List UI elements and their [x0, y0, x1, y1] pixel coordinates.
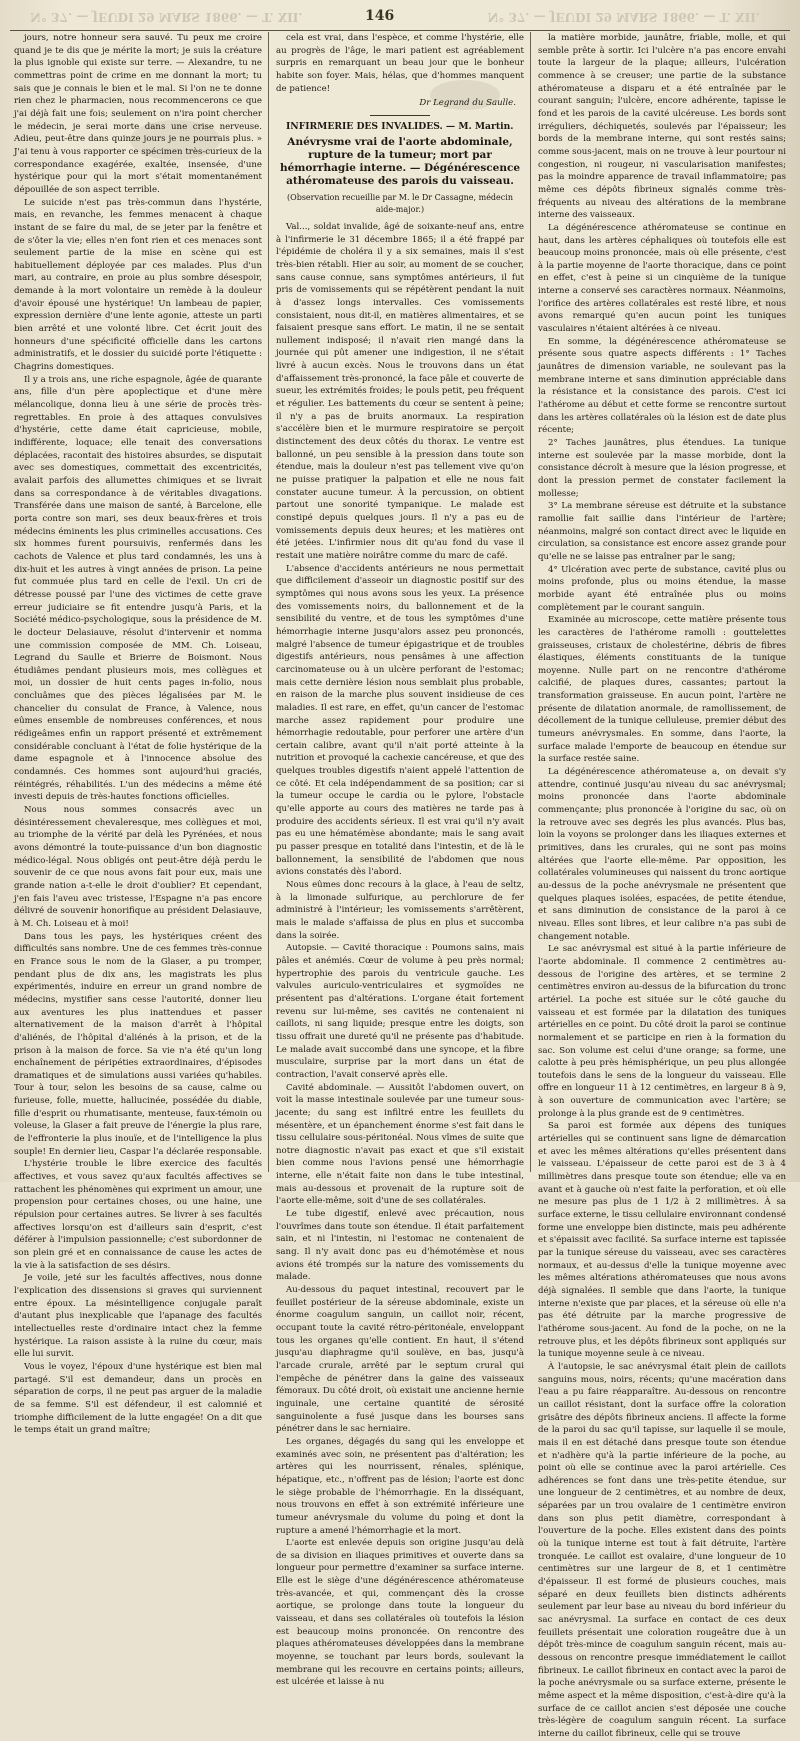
column-1 — [14, 32, 262, 1436]
paragraph: La dégénérescence athéromateuse a, on devait s'y attendre, continué jusqu'au niveau du sac anévrysmal; moins prononcée dans l'aorte abdominale commençante; plus prononcée à l'origine du sac, où on la retrouve avec ses degrés les plus avancés. Plus bas, loin la voyons se prolonger dans les iliaques externes et primitives, dans les crurales, qui ne sont pas moins altérées que l'aorte elle-même. Par opposition, les collatérales volumineuses qui naissent du tronc aortique au-dessus de la poche anévrysmale ne présentent que quelques plaques isolées, espacées, de petite étendue, et sans diminution de consistance de la paroi à ce niveau. Elles sont libres, et leur calibre n'a pas subi de changement notable. — [538, 767, 786, 942]
paragraph: Le sac anévrysmal est situé à la partie inférieure de l'aorte abdominale. Il commence 2 centimètres au-dessous de l'origine des artères, et se termine 2 centimètres environ au-dessus de la bifurcation du tronc artériel. La poche est située sur le côté gauche du vaisseau et est formée par la dilatation des tuniques artérielles en ce point. Du côté droit la paroi se continue normalement et se participe en rien à la formation du sac. Son volume est celui d'une orange; sa forme, une calotte à peu près hémisphérique, un peu plus allongée toutefois dans le sens de la longueur du vaisseau. Elle offre en longueur 11 à 12 centimètres, en largeur 8 à 9, à son ouverture de communication avec l'artère; se prolonge à la plus grande est de 9 centimètres. — [538, 944, 786, 1119]
page-header — [10, 8, 790, 31]
column-3 — [538, 32, 786, 1739]
observation-note: (Observation recueillie par M. le Dr Cassagne, médecin aide-major.) — [287, 192, 513, 215]
paragraph: Les organes, dégagés du sang qui les enveloppe et examinés avec soin, ne présentent pas d'altération; les artères qui les nourrissent, rénales, splénique, hépatique, etc., n'offrent pas de lésion; l'aorte est donc le siège probable de l'hémorrhagie. En la disséquant, nous trouvons en effet à son extrémité inférieure une tumeur anévrysmale du volume du poing et dont la rupture a amené l'hémorrhagie et la mort. — [276, 1436, 524, 1536]
paragraph: 4° Ulcération avec perte de substance, cavité plus ou moins profonde, plus ou moins étendue, la masse morbide ayant été entraînée plus ou moins complètement par le courant sanguin. — [538, 564, 786, 613]
paragraph: La dégénérescence athéromateuse se continue en haut, dans les artères céphaliques où toutefois elle est beaucoup moins prononcée, mais où elle présente, c'est à la partie moyenne de l'aorte thoracique, dans ce point en effet, c'est à peine si un cinquième de la tunique interne a conservé ses caractères normaux. Néanmoins, l'orifice des artères collatérales est resté libre, et nous avons remarqué qu'en aucun point les tuniques vasculaires n'étaient altérées à ce niveau. — [538, 222, 786, 335]
paragraph: L'absence d'accidents antérieurs ne nous permettait que difficilement d'asseoir un diagnostic positif sur des symptômes qui nous avons sous les yeux. La présence des vomissements noirs, du ballonnement et de la sensibilité du ventre, et de tous les symptômes d'une hémorrhagie interne jusqu'alors assez peu prononcés, malgré l'absence de tumeur épigastrique et de troubles digestifs antérieurs, nous pensâmes à une affection carcinomateuse ou à un ulcère perforant de l'estomac; mais cette dernière lésion nous semblait plus probable, en raison de la marche plus souvent insidieuse de ces maladies. Il est rare, en effet, qu'un cancer de l'estomac marche assez rapidement pour produire une hémorrhagie redoutable, pour perforer une artère d'un certain calibre, avant qu'il n'ait porté atteinte à la nutrition et provoqué la cachexie cancéreuse, et que des quelques troubles digestifs n'aient appelé l'attention de ce côté. Et cela indépendamment de sa position; car si la tumeur occupe le cardia ou le pylore, l'obstacle qu'elle apporte au cours des matières ne tarde pas à produire des accidents sérieux. Il est vrai qu'il n'y avait pas eu une hématémèse abondante; mais le sang avait pu passer presque en totalité dans l'intestin, et de là le ballonnement, la sensibilité de l'abdomen que nous avions constatés dès l'abord. — [276, 563, 524, 878]
page-number: 146 — [365, 8, 395, 24]
paragraph: À l'autopsie, le sac anévrysmal était plein de caillots sanguins mous, noirs, récents; qu'une macération dans l'eau a pu faire réapparaître. Au-dessous on rencontre un caillot résistant, dont la surface offre la coloration grisâtre des dépôts fibrineux anciens. Il affecte la forme de la paroi du sac qu'il tapisse, sur laquelle il se moule, mais il en est détaché dans presque toute son étendue et n'adhère qu'à la partie inférieure de la poche, au point où elle se continue avec la paroi artérielle. Ces adhérences se font dans une très-petite étendue, sur une longueur de 2 centimètres, et au nombre de deux, séparées par un trou ovalaire de 1 centimètre environ dans son plus petit diamètre, correspondant à l'ouverture de la poche. Elles existent dans des points où la tunique interne est tout à fait détruite, l'artère tronquée. Le caillot est ovalaire, d'une longueur de 10 centimètres sur une largeur de 8, et 1 centimètre d'épaisseur. Il est formé de plusieurs couches, mais séparé en deux feuillets bien distincts adhérents seulement par leur base au niveau du bord inférieur du sac anévrysmal. La surface en contact de ces deux feuillets présentait une coloration rougeâtre due à un dépôt très-mince de coagulum sanguin récent, mais au-dessous on rencontre presque immédiatement le caillot fibrineux. Le caillot fibrineux en contact avec la paroi de la poche anévrysmale ou sa surface externe, présente le même aspect et la même disposition, c'est-à-dire qu'à la surface de ce caillot ancien s'est déposée une couche très-légère de coagulum sanguin récent. La surface interne du caillot fibrineux, celle qui se trouve — [538, 1361, 786, 1739]
paragraph: En somme, la dégénérescence athéromateuse se présente sous quatre aspects différents : 1° Taches jaunâtres de dimension variable, ne soulevant pas la membrane interne et sans diminution appréciable dans la résistance et la consistance des parois. C'est ici l'athérome au début et cette forme se rencontre surtout dans les artères collatérales où la lésion est de date plus récente; — [538, 336, 786, 436]
paragraph: Il y a trois ans, une riche espagnole, âgée de quarante ans, fille d'un père apoplectique et d'une mère mélancolique, donna lieu à une série de procès très-regrettables. En proie à des attaques convulsives d'hystérie, cette dame était capricieuse, mobile, indifférente, loquace; elle tenait des conversations déplacées, racontait des histoires absurdes, se disputait avec ses domestiques, commettait des excentricités, avalait parfois des allumettes chimiques et se livrait dans sa correspondance à de véritables divagations. Transférée dans une maison de santé, à Barcelone, elle porta contre son mari, ses deux beaux-frères et trois médecins éminents les plus criminelles accusations. Ces six hommes furent poursuivis, renfermés dans les cachots de Valence et plus tard condamnés, les uns à dix-huit et les autres à vingt années de prison. La peine fut commuée plus tard en celle de l'exil. Un cri de détresse poussé par l'une des victimes de cette grave erreur judiciaire se fit entendre jusqu'à Paris, et la Société médico-psychologique, sous la présidence de M. le docteur Delasiauve, résolut d'intervenir et nomma une commission composée de MM. Ch. Loiseau, Legrand du Saulle et Brierre de Boismont. Nous étudiâmes pendant plusieurs mois, mes collègues et moi, un dossier de huit cents pages in-folio, nous concluâmes que des pièces légalisées par M. le chancelier du consulat de France, à Valence, nous eûmes ensemble de nombreuses conférences, et nous rédigeâmes enfin un rapport présenté et extrêmement considérable concluant à l'état de folie hystérique de la dame espagnole et à l'innocence absolue des condamnés. Ces hommes sont aujourd'hui graciés, réintégrés, réhabilités. L'un des médecins a même été investi depuis de très-hautes fonctions officielles. — [14, 374, 262, 803]
header-left-text: N° 37. — JEUDI 29 MARS 1866. — T. XII. — [30, 10, 303, 24]
paragraph: Au-dessous du paquet intestinal, recouvert par le feuillet postérieur de la séreuse abdominale, existe un énorme coagulum sanguin, un caillot noir, récent, occupant toute la cavité rétro-péritonéale, enveloppant tous les organes qu'elle contient. En haut, il s'étend jusqu'au diaphragme qu'il soulève, en bas, jusqu'à l'arcade crurale, arrêté par le septum crural qui l'empêche de pénétrer dans la gaine des vaisseaux fémoraux. Du côté droit, où existait une ancienne hernie inguinale, une certaine quantité de sérosité sanguinolente a fusé jusque dans les bourses sans pénétrer dans le sac herniaire. — [276, 1285, 524, 1435]
column-rule — [268, 32, 269, 1172]
paragraph: L'hystérie trouble le libre exercice des facultés affectives, et vous savez qu'aux facultés affectives se rattachent les phénomènes qui expriment un amour, une propension pour certaines choses, ou une haine, une répulsion pour certaines autres. Se livrer à ses facultés affectives lorsqu'on est d'ailleurs sain d'esprit, c'est déférer à l'impulsion passionnelle; c'est subordonner de son plein gré et en connaissance de cause les actes de la vie à la satisfaction de ses désirs. — [14, 1159, 262, 1271]
paragraph: la matière morbide, jaunâtre, friable, molle, et qui semble prête à sortir. Ici l'ulcère n'a pas encore envahi toute la largeur de la plaque; ailleurs, l'ulcération commence à se creuser; une partie de la substance athéromateuse a disparu et a été entraînée par le courant sanguin; l'ulcère, encore adhérente, tapisse le fond et les parois de la cavité ulcéreuse. Les bords sont irréguliers, déchiquetés, soulevés par l'épaisseur; les bords de la membrane interne, qui sont restés sains; comme sous-jacent, mais on ne trouve à leur pourtour ni congestion, ni rougeur, ni vascularisation manifestes; pas la moindre apparence de travail inflammatoire; pas même ces dépôts fibrineux signalés comme très-fréquents au niveau des altérations de la membrane interne des vaisseaux. — [538, 33, 786, 221]
paragraph: Examinée au microscope, cette matière présente tous les caractères de l'athérome ramolli : gouttelettes graisseuses, cristaux de cholestérine, débris de fibres élastiques, éléments constituants de la tunique moyenne. Nulle part on ne rencontre d'athérome calcifié, de plaques dures, cassantes; partout la transformation graisseuse. En aucun point, l'artère ne présente de dilatation anormale, de ramollissement, de décollement de la tunique celluleuse, premier début des tumeurs anévrysmales. En somme, dans l'aorte, la surface malade l'emporte de beaucoup en étendue sur la surface restée saine. — [538, 615, 786, 765]
paragraph: Vous le voyez, l'époux d'une hystérique est bien mal partagé. S'il est demandeur, dans un procès en séparation de corps, il ne peut pas arguer de la maladie de sa femme. S'il est défendeur, il est calomnié et triomphe difficilement de la lutte engagée! On a dit que le temps était un grand maître; — [14, 1361, 262, 1436]
paragraph: Nous nous sommes consacrés avec un désintéressement chevaleresque, mes collègues et moi, au triomphe de la vérité par delà les Pyrénées, et nous avons démontré la toute-puissance d'un bon diagnostic médico-légal. Nous obligés ont peut-être déjà perdu le souvenir de ce que nous avons fait pour eux, mais une grande nation a-t-elle le droit d'oublier? Et cependant, j'en fais l'aveu avec tristesse, l'Espagne n'a pas encore délivré de souvenir honorifique au président Delasiauve, à M. Ch. Loiseau et à moi! — [14, 805, 262, 929]
paragraph: Autopsie. — Cavité thoracique : Poumons sains, mais pâles et anémiés. Cœur de volume à peu près normal; hypertrophie des parois du ventricule gauche. Les valvules auriculo-ventriculaires et sygmoïdes ne présentent pas d'altérations. L'organe était fortement revenu sur lui-même, ses cavités ne contenaient ni caillots, ni sang liquide; presque entre les doigts, son tissu offrait une dureté qu'il ne présente pas d'habitude. Le malade avait succombé dans une syncope, et la fibre musculaire, surprise par la mort dans un état de contraction, l'avait conservé après elle. — [276, 943, 524, 1080]
section-divider — [370, 115, 430, 116]
column-rule — [530, 32, 531, 1172]
paragraph: cela est vrai, dans l'espèce, et comme l'hystérie, elle au progrès de l'âge, le mari patient est agréablement surpris en remarquant un beau jour que le bonheur habite son foyer. Mais, hélas, que d'hommes manquent de patience! — [276, 33, 524, 94]
paragraph: Val..., soldat invalide, âgé de soixante-neuf ans, entre à l'infirmerie le 31 décembre 1865; il a été frappé par l'épidémie de choléra il y a six semaines, mais il s'est très-bien rétabli. Hier au soir, au moment de se coucher, sans cause connue, sans symptômes antérieurs, il fut pris de vomissements qui se répétèrent pendant la nuit à d'assez longs intervalles. Ces vomissements consistaient, nous dit-il, en matières alimentaires, et se faisaient presque sans effort. Le matin, il ne se sentait nullement indisposé; il n'avait rien mangé dans la journée qui pût amener une indigestion, il ne s'était livré à aucun excès. Nous le trouvons dans un état d'affaissement très-prononcé, la face pâle et couverte de sueur, les extrémités froides; le pouls petit, peu fréquent et régulier. Les battements du cœur se sentent à peine; il n'y a pas de bruits anormaux. La respiration s'accélère bien et le murmure respiratoire se perçoit distinctement des deux côtés du thorax. Le ventre est ballonné, un peu sensible à la pression dans toute son étendue, mais la douleur n'est pas tellement vive qu'on ne puisse pratiquer la palpation et elle ne nous fait constater aucune tumeur. À la percussion, on obtient partout une sonorité tympanique. Le malade est constipé depuis quelques jours. Il n'y a pas eu de vomissements depuis deux heures; et les matières ont été jetées. L'infirmier nous dit qu'au fond du vase il restait une matière noirâtre comme du marc de café. — [276, 221, 524, 561]
paragraph: Cavité abdominale. — Aussitôt l'abdomen ouvert, on voit la masse intestinale soulevée par une tumeur sous-jacente; du sang est infiltré entre les feuillets du mésentère, et un épanchement énorme s'est fait dans le tissu cellulaire sous-péritonéal. Nous vîmes de suite que notre diagnostic n'avait pas exact et que s'il existait bien comme nous l'avions pensé une hémorrhagie interne, elle n'était faite non dans le tube intestinal, mais au-dessous et provenait de la rupture soit de l'aorte elle-même, soit d'une de ses collatérales. — [276, 1082, 524, 1207]
paragraph: Je voile, jeté sur les facultés affectives, nous donne l'explication des dissensions si graves qui surviennent entre époux. La mésintelligence conjugale paraît d'autant plus inexplicable que l'apanage des facultés intellectuelles reste d'ordinaire intact chez la femme hystérique. La raison assiste à la ruine du cœur, mais elle lui survit. — [14, 1273, 262, 1360]
header-right-text: N° 37. — JEUDI 29 MARS 1866. — T. XII. — [487, 10, 760, 24]
paragraph: Sa paroi est formée aux dépens des tuniques artérielles qui se continuent sans ligne de démarcation et avec les mêmes altérations qu'elles présentent dans le vaisseau. L'épaisseur de cette paroi est de 3 à 4 millimètres dans presque toute son étendue; elle va en avant et à gauche où n'est faite la perforation, et où elle ne mesure pas plus de 1 1/2 à 2 millimètres. À sa surface externe, le tissu cellulaire environnant condensé forme une enveloppe bien distincte, mais peu adhérente et s'épaissit avec facilité. Sa surface interne est tapissée par la tunique séreuse du vaisseau, avec ses caractères normaux, et au-dessus d'elle la tunique moyenne avec les mêmes altérations athéromateuses que nous avons déjà signalées. Il semble que dans l'aorte, la tunique interne n'existe que par places, et la séreuse où elle n'a pas été détruite par la marche progressive de l'athérome sous-jacent. Au fond de la poche, on ne la retrouve plus, et les dépôts fibrineux sont appliqués sur la tunique moyenne seule à ce niveau. — [538, 1121, 786, 1360]
paragraph: Dans tous les pays, les hystériques créent des difficultés sans nombre. Une de ces femmes très-connue en France sous le nom de la Glaser, a pu tromper, pendant plus de dix ans, les magistrats les plus expérimentés, induire en erreur un grand nombre de médecins, mystifier sans cesse l'autorité, donner lieu aux aventures les plus inattendues et passer alternativement de la maison d'arrêt à l'hôpital d'aliénés, de l'hôpital d'aliénés à la prison, et de la prison à la maison de force. Sa vie n'a été qu'un long enchaînement de péripéties extraordinaires, d'épisodes dramatiques et de simulations aussi variées qu'habiles. Tour à tour, selon les besoins de sa cause, calme ou furieuse, folle, muette, hallucinée, possédée du diable, fille d'esprit ou rhumatisante, menteuse, faux-témoin ou voleuse, la Glaser a fait preuve de l'énergie la plus rare, de l'effronterie la plus inouïe, et de l'intelligence la plus souple! En dernier lieu, Caspar l'a déclarée responsable. — [14, 931, 262, 1157]
paragraph: 3° La membrane séreuse est détruite et la substance ramollie fait saillie dans l'intérieur de l'artère; néanmoins, malgré son contact direct avec le liquide en circulation, sa consistance est encore assez grande pour qu'elle ne se laisse pas entraîner par le sang; — [538, 501, 786, 562]
author-signature: Dr Legrand du Saulle. — [419, 98, 516, 109]
article-title: Anévrysme vrai de l'aorte abdominale, rupture de la tumeur; mort par hémorrhagie interne. — Dégénérescence athéromateuse des parois du vaisseau. — [279, 135, 521, 187]
paragraph: Nous eûmes donc recours à la glace, à l'eau de seltz, à la limonade sulfurique, au perchlorure de fer administré à l'intérieur; les vomissements s'arrêtèrent, mais le malade s'affaissa de plus en plus et succomba dans la soirée. — [276, 880, 524, 941]
paragraph: Le suicide n'est pas très-commun dans l'hystérie, mais, en revanche, les femmes menacent à chaque instant de se faire du mal, de se jeter par la fenêtre et de s'ôter la vie; elles n'en font rien et ces menaces sont seulement partie de la mise en scène qui est habituellement déployée par ces malades. Plus d'un mari, au contraire, en proie au plus sombre désespoir, demande à la mort volontaire un remède à la douleur d'avoir épousé une hystérique! Un lambeau de papier, expression dernière d'une lente agonie, atteste un parti bien arrêté et une volonté libre. Cet écrit jouit des honneurs d'une spécificité officielle dans les cartons administratifs, et le dossier du suicidé porte l'étiquette : Chagrins domestiques. — [14, 197, 262, 373]
paragraph: 2° Taches jaunâtres, plus étendues. La tunique interne est soulevée par la masse morbide, dont la consistance décroît à mesure que la lésion progresse, et dont la pression permet de constater facilement la mollesse; — [538, 438, 786, 499]
section-title: INFIRMERIE DES INVALIDES. — M. Martin. — [286, 120, 514, 132]
column-2 — [276, 32, 524, 1688]
paragraph: Le tube digestif, enlevé avec précaution, nous l'ouvrîmes dans toute son étendue. Il était parfaitement sain, et ni l'intestin, ni l'estomac ne contenaient de sang. Il n'y avait donc pas eu d'hémotémèse et nous avions été trompés sur la nature des vomissements du malade. — [276, 1209, 524, 1283]
paragraph: L'aorte est enlevée depuis son origine jusqu'au delà de sa division en iliaques primitives et ouverte dans sa longueur pour permettre d'examiner sa surface interne. Elle est le siège d'une dégénérescence athéromateuse très-avancée, et qui, commençant dès la crosse aortique, se prolonge dans toute la longueur du vaisseau, et dans ses collatérales où toutefois la lésion est beaucoup moins prononcée. On rencontre des plaques athéromateuses développées dans la membrane moyenne, se touchant par leurs bords, soulevant la membrane qui les recouvre en certains points; ailleurs, est ulcérée et laisse à nu — [276, 1538, 524, 1688]
paragraph: jours, notre honneur sera sauvé. Tu peux me croire quand je te dis que je mérite la mort; je suis la créature la plus ignoble qui existe sur terre. — Alexandre, tu ne commettras point de crime en me donnant la mort; tu sais que je connais le bien et le mal. Si l'on ne te donne rien chez le pharmacien, nous recommencerons ce que j'ai déjà fait une fois; seulement on n'ira point chercher le médecin, je serai morte dans une crise nerveuse. Adieu, peut-être dans quinze jours je ne pourrais plus. » J'ai tenu à vous rapporter ce spécimen très-curieux de la correspondance exagérée, exaltée, insensée, d'une hystérique pour qui la mort s'était momentanément dépouillée de son aspect terrible. — [14, 33, 262, 195]
